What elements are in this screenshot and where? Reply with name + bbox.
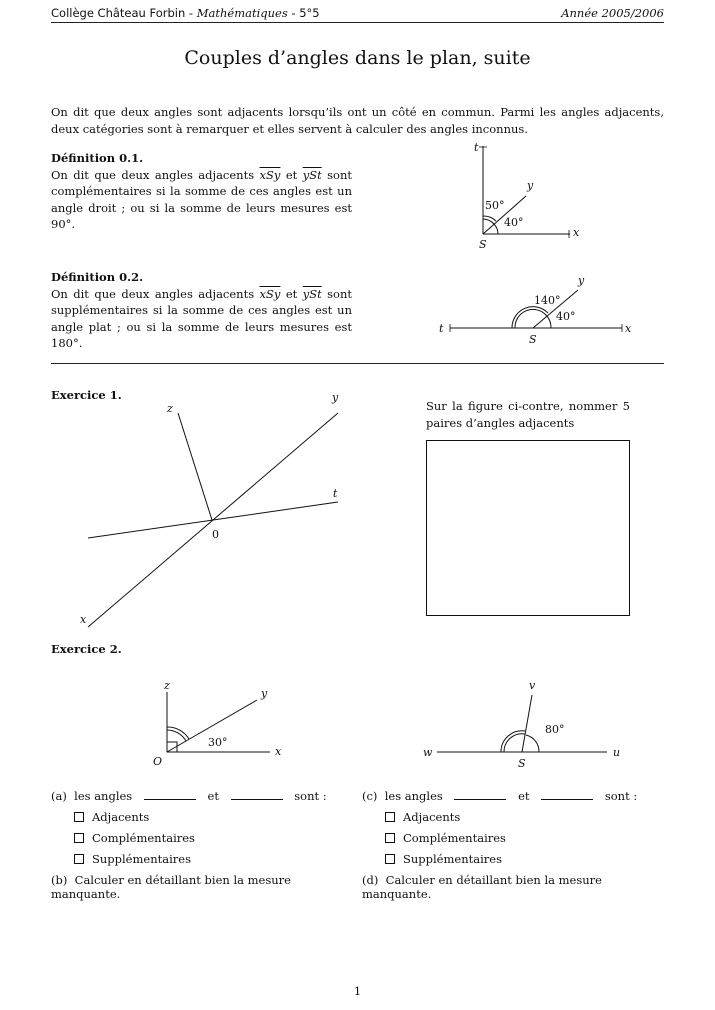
svg-text:x: x xyxy=(573,226,580,239)
question-d: (d) Calculer en détaillant bien la mesure manquante. xyxy=(362,873,602,901)
svg-text:O: O xyxy=(153,755,163,768)
checkbox-option-adjacents-c[interactable]: Adjacents xyxy=(385,810,672,831)
checkbox[interactable] xyxy=(74,854,84,864)
checkbox-option-complementaires-a[interactable]: Complémentaires xyxy=(74,831,351,852)
figure-exercise-1 xyxy=(70,385,360,635)
svg-text:y: y xyxy=(261,687,268,700)
svg-text:50°: 50° xyxy=(485,199,505,212)
intro-paragraph: On dit que deux angles sont adjacents lorsqu’ils ont un côté en commun. Parmi les angles adjacents, deux catégories sont à remarquer et elles servent à calculer des angles inconnus. xyxy=(51,105,664,136)
svg-text:z: z xyxy=(167,402,173,415)
checkbox-option-supplementaires-a[interactable]: Supplémentaires xyxy=(74,852,351,873)
angle-yst-2: $\overline{ySt}$ xyxy=(302,286,322,301)
question-b: (b) Calculer en détaillant bien la mesure manquante. xyxy=(51,873,291,901)
running-header-left: Collège Château Forbin - Mathématiques - 5°5 xyxy=(51,6,320,20)
svg-text:40°: 40° xyxy=(556,310,576,323)
angle-yst: $\overline{ySt}$ xyxy=(302,167,322,182)
question-c: (c) les angles et sont : Adjacents Complémentaires Supplémentaires (d) Calculer en détaillant bien la mesure manquante. xyxy=(362,789,672,894)
page-number: 1 xyxy=(353,984,362,998)
svg-text:x: x xyxy=(625,322,632,335)
checkbox-option-supplementaires-c[interactable]: Supplémentaires xyxy=(385,852,672,873)
checkbox-option-complementaires-c[interactable]: Complémentaires xyxy=(385,831,672,852)
svg-text:y: y xyxy=(578,274,585,287)
blank-angle-3[interactable] xyxy=(454,790,506,800)
checkbox-option-adjacents-a[interactable]: Adjacents xyxy=(74,810,351,831)
page-title: Couples d’angles dans le plan, suite xyxy=(184,47,531,69)
svg-text:80°: 80° xyxy=(545,723,565,736)
svg-text:t: t xyxy=(474,141,479,154)
svg-text:u: u xyxy=(613,746,621,759)
checkbox[interactable] xyxy=(385,833,395,843)
svg-text:t: t xyxy=(333,487,338,500)
angle-xsy-2: $\overline{xSy}$ xyxy=(259,286,281,301)
exercise-2-label: Exercice 2. xyxy=(51,642,122,656)
question-a: (a) les angles et sont : Adjacents Complémentaires Supplémentaires (b) Calculer en détaillant bien la mesure manquante. xyxy=(51,789,351,894)
running-header-right: Année 2005/2006 xyxy=(561,6,664,20)
definition-1-label: Définition 0.1. xyxy=(51,151,144,165)
svg-text:v: v xyxy=(529,679,536,692)
svg-text:x: x xyxy=(80,613,87,626)
svg-text:S: S xyxy=(479,238,487,251)
svg-text:x: x xyxy=(275,745,282,758)
svg-text:140°: 140° xyxy=(534,294,561,307)
angle-xsy: $\overline{xSy}$ xyxy=(259,167,281,182)
svg-text:y: y xyxy=(527,179,534,192)
checkbox[interactable] xyxy=(385,854,395,864)
svg-text:30°: 30° xyxy=(208,736,228,749)
answer-box[interactable] xyxy=(426,440,630,616)
svg-text:0: 0 xyxy=(212,528,219,541)
section-divider xyxy=(51,363,664,364)
exercise-1-label: Exercice 1. xyxy=(51,388,122,402)
header-rule xyxy=(51,22,664,23)
svg-text:S: S xyxy=(518,757,526,770)
svg-text:y: y xyxy=(332,391,339,404)
figure-supplementary-angles xyxy=(430,270,640,350)
svg-text:w: w xyxy=(423,746,433,759)
blank-angle-4[interactable] xyxy=(541,790,593,800)
checkbox[interactable] xyxy=(74,812,84,822)
definition-2: Définition 0.2. On dit que deux angles adjacents $\overline{xSy}$ et $\overline{ySt}$ sont supplémentaires si la somme de ces angles est un angle plat ; ou si la somme de leurs mesures est 180°. xyxy=(51,270,353,350)
checkbox[interactable] xyxy=(74,833,84,843)
svg-text:z: z xyxy=(164,679,170,692)
figure-exercise-2b xyxy=(415,675,635,775)
svg-text:40°: 40° xyxy=(504,216,524,229)
figure-complementary-angles xyxy=(430,138,600,258)
svg-text:S: S xyxy=(529,333,537,346)
definition-2-label: Définition 0.2. xyxy=(51,270,144,284)
exercise-1-instruction: Sur la figure ci-contre, nommer 5 paires d’angles adjacents xyxy=(426,399,630,430)
definition-1: Définition 0.1. On dit que deux angles adjacents $\overline{xSy}$ et $\overline{ySt}$ sont complémentaires si la somme de ces angles est un angle droit ; ou si la somme de leurs mesures est 90°. xyxy=(51,151,353,231)
blank-angle-1[interactable] xyxy=(144,790,196,800)
figure-exercise-2a xyxy=(145,675,295,775)
checkbox[interactable] xyxy=(385,812,395,822)
svg-text:t: t xyxy=(439,322,444,335)
blank-angle-2[interactable] xyxy=(231,790,283,800)
